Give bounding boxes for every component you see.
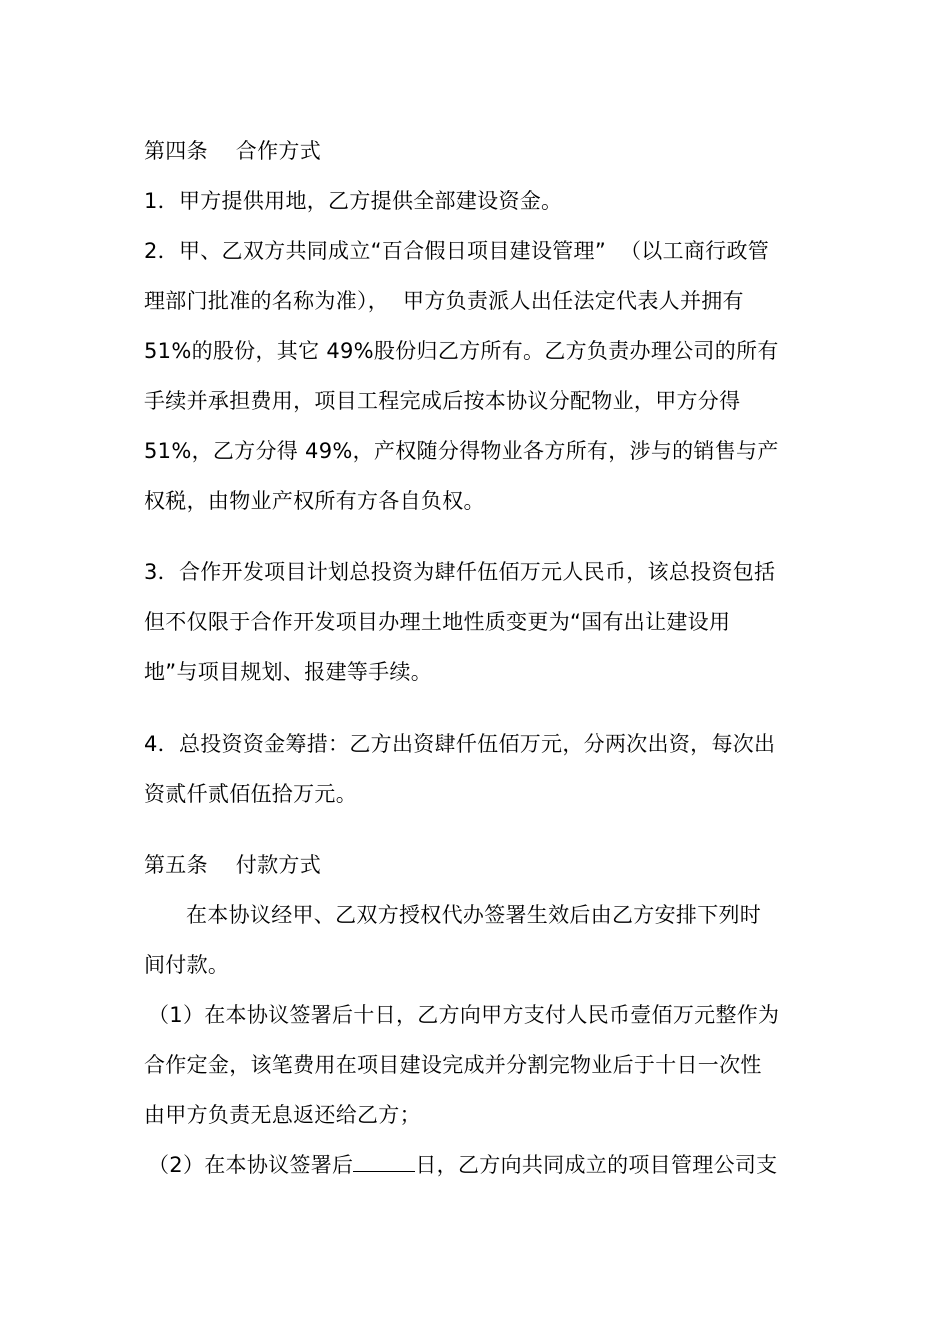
article-4-item-2-line-2: 理部门批准的名称为准）， 甲方负责派人出任法定代表人并拥有 xyxy=(144,289,744,313)
fill-in-blank xyxy=(353,1151,415,1172)
article-5-item-2-line-1 xyxy=(148,1151,777,1179)
article-4-item-4-line-2: 资贰仟贰佰伍拾万元。 xyxy=(144,782,357,806)
article-4-item-2-line-1: 2．甲、乙双方共同成立“百合假日项目建设管理” （以工商行政管 xyxy=(144,239,770,263)
article-4-item-3-line-3: 地”与项目规划、报建等手续。 xyxy=(144,660,433,684)
article-4-item-2-line-5: 51%，乙方分得 49%，产权随分得物业各方所有，涉与的销售与产 xyxy=(144,439,779,463)
article-5-intro-line-2: 间付款。 xyxy=(144,953,230,977)
article-4-item-2-line-4: 手续并承担费用，项目工程完成后按本协议分配物业，甲方分得 xyxy=(144,389,741,413)
article-5-item-1-line-2: 合作定金，该笔费用在项目建设完成并分割完物业后于十日一次性 xyxy=(144,1053,762,1077)
article-4-item-1: 1．甲方提供用地，乙方提供全部建设资金。 xyxy=(144,189,563,213)
article-4-item-3-line-1: 3．合作开发项目计划总投资为肆仟伍佰万元人民币，该总投资包括 xyxy=(144,560,776,584)
article-5-item-2-suffix: 日，乙方向共同成立的项目管理公司支 xyxy=(415,1153,778,1177)
article-5-heading: 第五条 付款方式 xyxy=(144,853,322,877)
article-4-item-4-line-1: 4．总投资资金筹措：乙方出资肆仟伍佰万元，分两次出资，每次出 xyxy=(144,732,776,756)
article-5-intro-line-1: 在本协议经甲、乙双方授权代办签署生效后由乙方安排下列时 xyxy=(186,903,762,927)
article-4-item-3-line-2: 但不仅限于合作开发项目办理土地性质变更为“国有出让建设用 xyxy=(144,610,731,634)
article-5-item-1-line-3: 由甲方负责无息返还给乙方； xyxy=(144,1103,421,1127)
article-5-item-1-line-1: （1）在本协议签署后十日，乙方向甲方支付人民币壹佰万元整作为 xyxy=(148,1003,780,1027)
article-4-item-2-line-6: 权税，由物业产权所有方各自负权。 xyxy=(144,489,485,513)
article-5-item-2-prefix: （2）在本协议签署后 xyxy=(148,1153,354,1177)
article-4-item-2-line-3: 51%的股份，其它 49%股份归乙方所有。乙方负责办理公司的所有 xyxy=(144,339,779,363)
article-4-heading: 第四条 合作方式 xyxy=(144,139,322,163)
